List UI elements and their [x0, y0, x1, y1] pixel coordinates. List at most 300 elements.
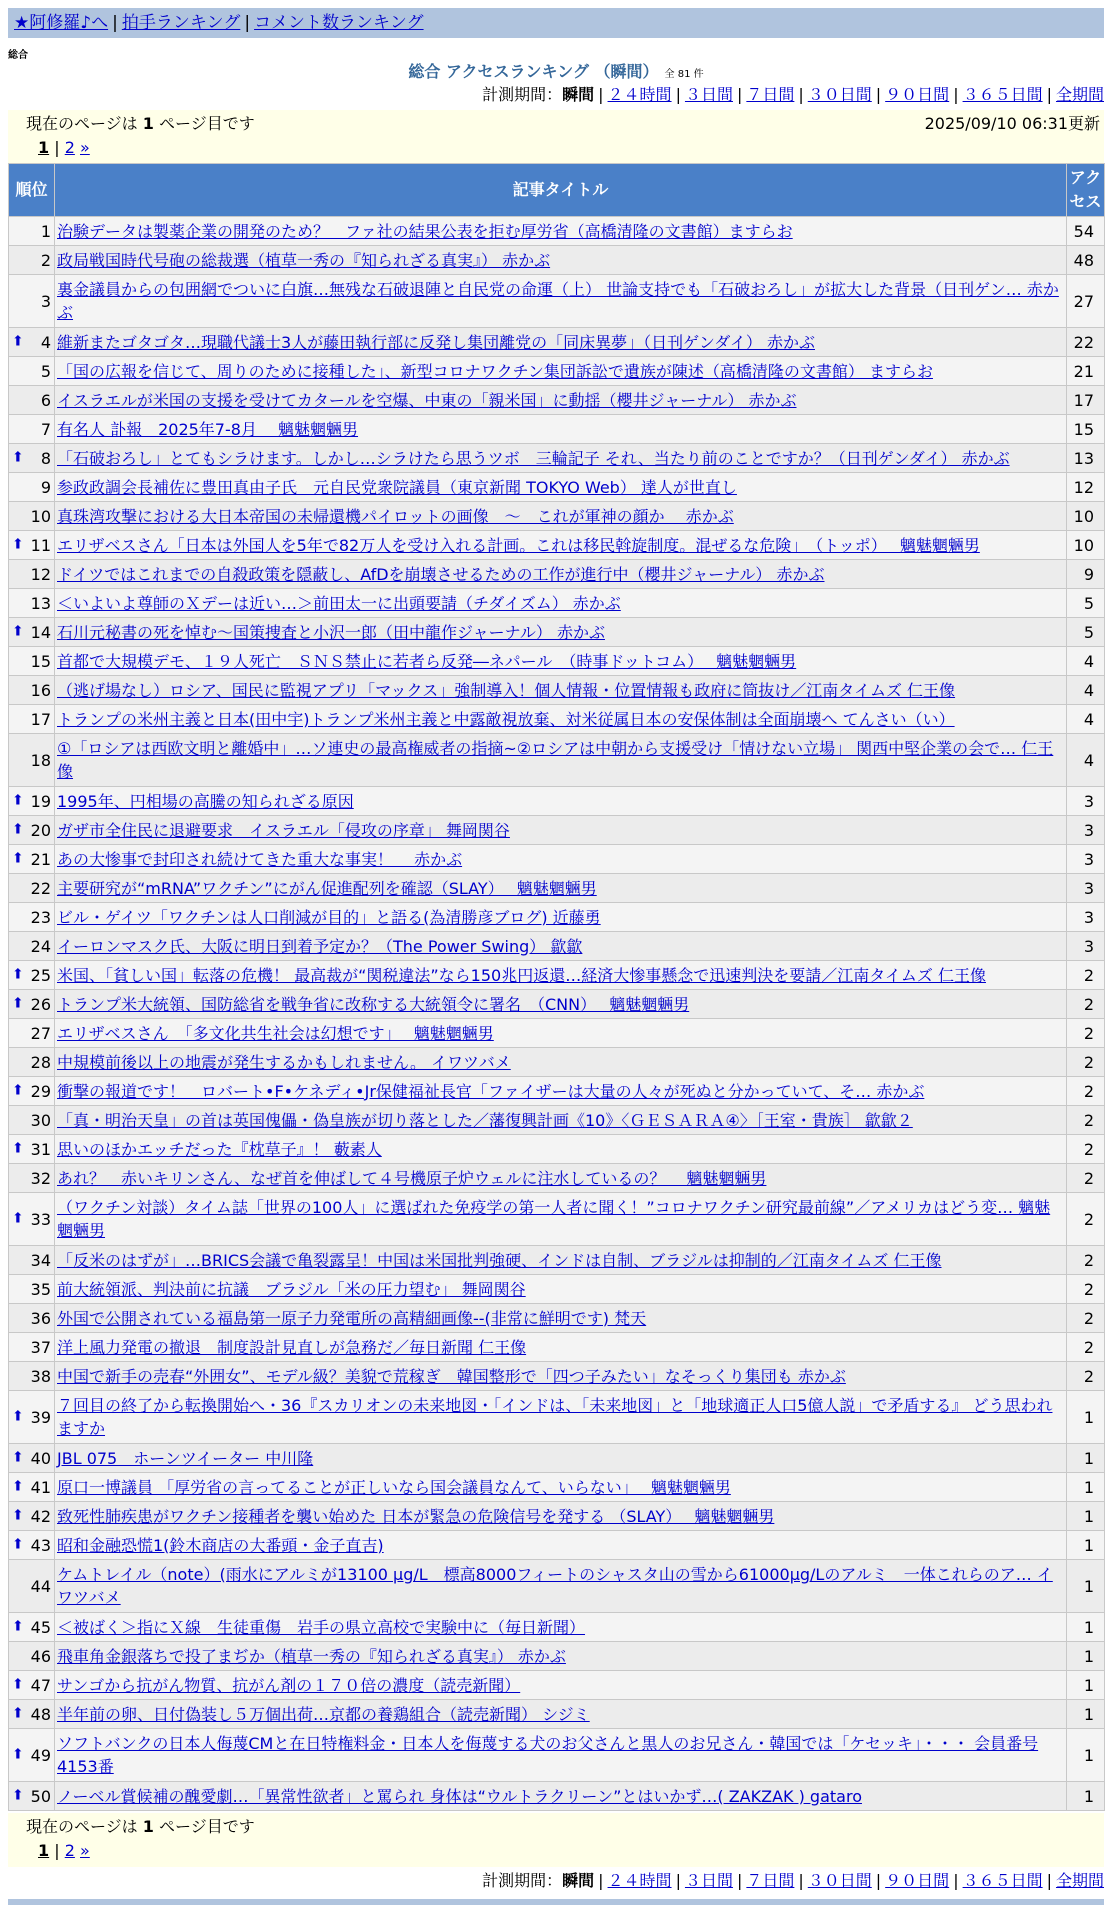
- rank-cell: [9, 1164, 55, 1193]
- rank-cell: [9, 1304, 55, 1333]
- rank-number: 44: [30, 1576, 51, 1596]
- rank-cell: [9, 1473, 55, 1502]
- title-cell: [55, 1613, 1067, 1642]
- period-link[interactable]: ３日間: [684, 85, 733, 104]
- period-link[interactable]: ３６５日間: [962, 1871, 1043, 1890]
- title-cell: [55, 845, 1067, 874]
- clap-ranking-link[interactable]: 拍手ランキング: [121, 13, 241, 33]
- title-cell: [55, 328, 1067, 357]
- rank-cell: [9, 990, 55, 1019]
- article-title-link[interactable]: 米国、「貧しい国」転落の危機！ 最高裁が“関税違法”なら150兆円返還…経済大惨事懸念で迅速判決を要請／江南タイムズ 仁王像: [57, 965, 986, 985]
- nav-separator: |: [244, 13, 251, 33]
- article-title-link[interactable]: ①「ロシアは西欧文明と離婚中」…ソ連史の最高権威者の指摘~②ロシアは中朝から支援受け「情けない立場」 関西中堅企業の会で… 仁王像: [57, 739, 1054, 781]
- rank-cell: [9, 386, 55, 415]
- article-title-link[interactable]: 致死性肺疾患がワクチン接種者を襲い始めた 日本が緊急の危険信号を発する （SLAY） 魑魅魍魎男: [57, 1506, 775, 1526]
- page-2-link[interactable]: 2: [64, 1841, 75, 1860]
- access-count: 1: [1067, 1700, 1105, 1729]
- title-cell: [55, 531, 1067, 560]
- article-title-link[interactable]: ＜被ばく＞指にＸ線 生徒重傷 岩手の県立高校で実験中に（毎日新聞）: [57, 1617, 586, 1637]
- access-count: 1: [1067, 1502, 1105, 1531]
- article-title-link[interactable]: JBL 075 ホーンツイーター 中川隆: [57, 1448, 314, 1468]
- article-title-link[interactable]: 昭和金融恐慌1(鈴木商店の大番頭・金子直吉): [57, 1535, 384, 1555]
- access-count: 2: [1067, 1048, 1105, 1077]
- title-cell: [55, 932, 1067, 961]
- table-row: [9, 874, 1105, 903]
- arrow-up-icon: ⬆: [12, 1507, 24, 1524]
- article-title-link[interactable]: 飛車角金銀落ちで投了まぢか（植草一秀の『知られざる真実』） 赤かぶ: [57, 1646, 566, 1666]
- article-title-link[interactable]: ビル・ゲイツ「ワクチンは人口削減が目的」と語る(為清勝彦ブログ) 近藤勇: [57, 907, 601, 927]
- col-header-rank: 順位: [9, 164, 55, 217]
- article-title-link[interactable]: イスラエルが米国の支援を受けてカタールを空爆、中東の「親米国」に動揺（櫻井ジャーナル） 赤かぶ: [57, 390, 797, 410]
- title-cell: [55, 961, 1067, 990]
- access-count: 2: [1067, 1275, 1105, 1304]
- access-count: 27: [1067, 275, 1105, 328]
- article-title-link[interactable]: 「石破おろし」とてもシラけます。しかし…シラけたら思うツボ 三輪記子 それ、当たり前のことですか？（日刊ゲンダイ） 赤かぶ: [57, 448, 1010, 468]
- article-title-link[interactable]: ノーベル賞候補の醜愛劇…「異常性欲者」と罵られ 身体は“ウルトラクリーン”とはいかず…( ZAKZAK ) gataro: [57, 1786, 862, 1806]
- access-count: 3: [1067, 787, 1105, 816]
- title-cell: [55, 560, 1067, 589]
- access-count: 54: [1067, 217, 1105, 246]
- article-title-link[interactable]: 外国で公開されている福島第一原子力発電所の高精細画像--(非常に鮮明です) 梵天: [57, 1308, 647, 1328]
- rank-cell: [9, 415, 55, 444]
- table-row: [9, 1560, 1105, 1613]
- table-row: [9, 705, 1105, 734]
- article-title-link[interactable]: 主要研究が“mRNA”ワクチン”にがん促進配列を確認（SLAY） 魑魅魍魎男: [57, 878, 597, 898]
- rank-cell: [9, 1642, 55, 1671]
- title-cell: [55, 502, 1067, 531]
- article-title-link[interactable]: （ワクチン対談）タイム誌「世界の100人」に選ばれた免疫学の第一人者に聞く！”コロナワクチン研究最前線”／アメリカはどう変… 魑魅魍魎男: [57, 1198, 1051, 1240]
- rank-number: 19: [30, 791, 51, 811]
- title-cell: [55, 734, 1067, 787]
- table-row: [9, 589, 1105, 618]
- rank-cell: [9, 845, 55, 874]
- rank-number: 27: [30, 1023, 51, 1043]
- rank-cell: [9, 1391, 55, 1444]
- period-separator: |: [736, 1871, 743, 1890]
- rank-number: 41: [30, 1477, 51, 1497]
- rank-cell: [9, 787, 55, 816]
- table-row: [9, 217, 1105, 246]
- table-row: [9, 1048, 1105, 1077]
- pager-top: [8, 110, 1104, 164]
- table-row: [9, 1164, 1105, 1193]
- rank-cell: [9, 1444, 55, 1473]
- rank-cell: [9, 1077, 55, 1106]
- period-separator: |: [875, 85, 882, 104]
- access-count: 2: [1067, 1106, 1105, 1135]
- article-title-link[interactable]: 政局戦国時代号砲の総裁選（植草一秀の『知られざる真実』） 赤かぶ: [57, 250, 551, 270]
- rank-number: 3: [40, 291, 51, 311]
- rank-cell: [9, 816, 55, 845]
- access-count: 1: [1067, 1782, 1105, 1811]
- article-title-link[interactable]: ソフトバンクの日本人侮蔑CMと在日特権料金・日本人を侮蔑する犬のお父さんと黒人のお兄さん・韓国では「ケセッキ」・・・ 会員番号4153番: [57, 1734, 1039, 1776]
- rank-number: 15: [30, 651, 51, 671]
- article-title-link[interactable]: 有名人 訃報 2025年7-8月 魑魅魍魎男: [57, 419, 359, 439]
- rank-number: 6: [40, 390, 51, 410]
- title-cell: [55, 1391, 1067, 1444]
- article-title-link[interactable]: 思いのほかエッチだった『枕草子』！ 藪素人: [57, 1139, 382, 1159]
- table-row: [9, 816, 1105, 845]
- rank-cell: [9, 357, 55, 386]
- table-row: [9, 1473, 1105, 1502]
- rank-cell: [9, 560, 55, 589]
- period-selector-bottom: [482, 1870, 1104, 1892]
- title-cell: [55, 1275, 1067, 1304]
- rank-cell: [9, 1135, 55, 1164]
- rank-cell: [9, 1560, 55, 1613]
- top-nav-bar: [8, 8, 1104, 38]
- table-row: [9, 932, 1105, 961]
- period-link[interactable]: ７日間: [746, 85, 795, 104]
- arrow-up-icon: ⬆: [12, 792, 24, 809]
- table-row: [9, 787, 1105, 816]
- rank-cell: [9, 1019, 55, 1048]
- article-title-link[interactable]: イーロンマスク氏、大阪に明日到着予定か？（The Power Swing） 歙歙: [57, 936, 583, 956]
- title-cell: [55, 647, 1067, 676]
- article-title-link[interactable]: ガザ市全住民に退避要求 イスラエル「侵攻の序章」 舞岡関谷: [57, 820, 510, 840]
- rank-number: 11: [30, 535, 51, 555]
- rank-cell: [9, 444, 55, 473]
- table-row: [9, 1613, 1105, 1642]
- period-link[interactable]: 全期間: [1055, 1871, 1104, 1890]
- access-count: 2: [1067, 1246, 1105, 1275]
- period-label: 計測期間：: [482, 1871, 563, 1890]
- pager-separator: |: [54, 1841, 60, 1860]
- rank-number: 50: [30, 1786, 51, 1806]
- article-title-link[interactable]: 中規模前後以上の地震が発生するかもしれません。 イワツバメ: [57, 1052, 511, 1072]
- pager-links: [26, 136, 1086, 160]
- section-label: 総合: [8, 50, 28, 61]
- table-row: [9, 1729, 1105, 1782]
- title-cell: [55, 473, 1067, 502]
- table-row: [9, 1193, 1105, 1246]
- article-title-link[interactable]: 維新またゴタゴタ…現職代議士3人が藤田執行部に反発し集団離党の「同床異夢」（日刊ゲンダイ） 赤かぶ: [57, 332, 815, 352]
- access-count: 48: [1067, 246, 1105, 275]
- table-row: [9, 1275, 1105, 1304]
- article-title-link[interactable]: 前大統領派、判決前に抗議 ブラジル「米の圧力望む」 舞岡関谷: [57, 1279, 526, 1299]
- title-cell: [55, 357, 1067, 386]
- arrow-up-icon: ⬆: [12, 995, 24, 1012]
- article-title-link[interactable]: ＜いよいよ尊師のＸデーは近い…＞前田太一に出頭要請（チダイズム） 赤かぶ: [57, 593, 621, 613]
- access-count: 1: [1067, 1729, 1105, 1782]
- access-count: 3: [1067, 845, 1105, 874]
- next-page-link[interactable]: »: [80, 1841, 90, 1860]
- page-title: 総合 アクセスランキング （瞬間）: [408, 62, 659, 81]
- rank-cell: [9, 1048, 55, 1077]
- pager-current-number: 1: [142, 114, 154, 133]
- period-separator: |: [736, 85, 743, 104]
- title-cell: [55, 444, 1067, 473]
- pager-status-suffix: ページ目です: [159, 1817, 255, 1836]
- rank-cell: [9, 589, 55, 618]
- title-cell: [55, 1473, 1067, 1502]
- access-count: 1: [1067, 1531, 1105, 1560]
- nav-separator: |: [112, 13, 118, 33]
- table-row: [9, 444, 1105, 473]
- period-separator: |: [1046, 1871, 1052, 1890]
- article-title-link[interactable]: （逃げ場なし）ロシア、国民に監視アプリ「マックス」強制導入！個人情報・位置情報も政府に筒抜け／江南タイムズ 仁王像: [57, 680, 956, 700]
- rank-cell: [9, 1362, 55, 1391]
- arrow-up-icon: ⬆: [12, 850, 24, 867]
- rank-number: 30: [30, 1110, 51, 1130]
- table-row: [9, 647, 1105, 676]
- article-title-link[interactable]: 1995年、円相場の高騰の知られざる原因: [57, 791, 354, 811]
- rank-cell: [9, 1700, 55, 1729]
- period-separator: |: [798, 85, 804, 104]
- article-title-link[interactable]: 石川元秘書の死を悼む～国策捜査と小沢一郎（田中龍作ジャーナル） 赤かぶ: [57, 622, 605, 642]
- rank-cell: [9, 705, 55, 734]
- page-2-link[interactable]: 2: [64, 138, 75, 157]
- rank-number: 47: [30, 1675, 51, 1695]
- rank-number: 20: [30, 820, 51, 840]
- pager-status-suffix: ページ目です: [159, 114, 255, 133]
- period-current: 瞬間: [562, 85, 595, 104]
- period-link[interactable]: ３０日間: [807, 85, 872, 104]
- access-count: 1: [1067, 1613, 1105, 1642]
- rank-number: 7: [40, 419, 51, 439]
- period-link[interactable]: ９０日間: [885, 85, 950, 104]
- title-cell: [55, 217, 1067, 246]
- rank-number: 37: [30, 1337, 51, 1357]
- period-separator: |: [875, 1871, 882, 1890]
- table-row: [9, 328, 1105, 357]
- period-link[interactable]: ７日間: [746, 1871, 795, 1890]
- access-count: 2: [1067, 1077, 1105, 1106]
- access-count: 4: [1067, 647, 1105, 676]
- ranking-table-body: [9, 217, 1105, 1811]
- period-selector: [482, 84, 1104, 106]
- title-cell: [55, 1135, 1067, 1164]
- table-row: [9, 961, 1105, 990]
- period-link[interactable]: ３日間: [684, 1871, 733, 1890]
- arrow-up-icon: ⬆: [12, 1449, 24, 1466]
- rank-number: 2: [40, 250, 51, 270]
- article-title-link[interactable]: 首都で大規模デモ、１９人死亡 ＳＮＳ禁止に若者ら反発―ネパール （時事ドットコム） 魑魅魍魎男: [57, 651, 797, 671]
- pager-links: [26, 1839, 1086, 1863]
- title-cell: [55, 618, 1067, 647]
- table-row: [9, 990, 1105, 1019]
- rank-number: 18: [30, 750, 51, 770]
- title-cell: [55, 1560, 1067, 1613]
- rank-number: 42: [30, 1506, 51, 1526]
- access-count: 10: [1067, 502, 1105, 531]
- title-cell: [55, 589, 1067, 618]
- article-title-link[interactable]: 真珠湾攻撃における大日本帝国の未帰還機パイロットの画像 ～ これが軍神の顔か 赤かぶ: [57, 506, 734, 526]
- rank-cell: [9, 217, 55, 246]
- rank-number: 45: [30, 1617, 51, 1637]
- home-link[interactable]: ★阿修羅♪へ: [14, 13, 109, 33]
- article-title-link[interactable]: 裏金議員からの包囲網でついに白旗…無残な石破退陣と自民党の命運（上） 世論支持でも「石破おろし」が拡大した背景（日刊ゲン… 赤かぶ: [57, 280, 1059, 322]
- title-cell: [55, 1246, 1067, 1275]
- arrow-up-icon: ⬆: [12, 536, 24, 553]
- rank-number: 21: [30, 849, 51, 869]
- updated-timestamp: 2025/09/10 06:31更新: [924, 114, 1100, 133]
- access-count: 2: [1067, 1304, 1105, 1333]
- access-count: 12: [1067, 473, 1105, 502]
- article-title-link[interactable]: 衝撃の報道です！ ロバート•F•ケネディ•Jr保健福祉長官「ファイザーは大量の人々が死ぬと分かっていて、そ… 赤かぶ: [57, 1081, 925, 1101]
- access-count: 2: [1067, 1164, 1105, 1193]
- rank-number: 26: [30, 994, 51, 1014]
- rank-number: 34: [30, 1250, 51, 1270]
- article-title-link[interactable]: あれ？ 赤いキリンさん、なぜ首を伸ばして４号機原子炉ウェルに注水しているの？ 魑魅魍魎男: [57, 1168, 767, 1188]
- article-title-link[interactable]: 原口一博議員 「厚労省の言ってることが正しいなら国会議員なんて、いらない」 魑魅魍魎男: [57, 1477, 731, 1497]
- access-count: 4: [1067, 676, 1105, 705]
- title-cell: [55, 1193, 1067, 1246]
- table-row: [9, 1391, 1105, 1444]
- article-title-link[interactable]: 「真・明治天皇」の首は英国傀儡・偽皇族が切り落とした／藩復興計画《10》〈ＧＥＳＡＲＡ④〉［王室・貴族］ 歙歙２: [57, 1110, 913, 1130]
- access-count: 2: [1067, 1019, 1105, 1048]
- period-link[interactable]: ２４時間: [607, 85, 672, 104]
- title-cell: [55, 787, 1067, 816]
- article-title-link[interactable]: 「国の広報を信じて、周りのために接種した」、新型コロナワクチン集団訴訟で遺族が陳述（高橋清隆の文書館） ますらお: [57, 361, 933, 381]
- article-title-link[interactable]: 中国で新手の売春“外囲女”、モデル級？美貌で荒稼ぎ 韓国整形で「四つ子みたい」なそっくり集団も 赤かぶ: [57, 1366, 846, 1386]
- rank-cell: [9, 1106, 55, 1135]
- article-title-link[interactable]: トランプ米大統領、国防総省を戦争省に改称する大統領令に署名 （CNN） 魑魅魍魎男: [57, 994, 690, 1014]
- table-row: [9, 1642, 1105, 1671]
- rank-number: 36: [30, 1308, 51, 1328]
- rank-cell: [9, 1246, 55, 1275]
- rank-number: 1: [40, 221, 51, 241]
- table-row: [9, 531, 1105, 560]
- title-cell: [55, 816, 1067, 845]
- access-count: 5: [1067, 589, 1105, 618]
- rank-cell: [9, 473, 55, 502]
- rank-number: 28: [30, 1052, 51, 1072]
- access-count: 3: [1067, 816, 1105, 845]
- article-title-link[interactable]: エリザベスさん 「多文化共生社会は幻想です」 魑魅魍魎男: [57, 1023, 494, 1043]
- rank-number: 32: [30, 1168, 51, 1188]
- page-1-current: 1: [38, 1841, 50, 1860]
- next-page-link[interactable]: »: [80, 138, 90, 157]
- article-title-link[interactable]: トランプの米州主義と日本(田中宇)トランプ米州主義と中露敵視放棄、対米従属日本の安保体制は全面崩壊へ てんさい（い）: [57, 709, 955, 729]
- article-title-link[interactable]: 参政政調会長補佐に豊田真由子氏 元自民党衆院議員（東京新聞 TOKYO Web） 達人が世直し: [57, 477, 737, 497]
- rank-number: 17: [30, 709, 51, 729]
- table-row: [9, 275, 1105, 328]
- access-count: 1: [1067, 1642, 1105, 1671]
- period-link[interactable]: ９０日間: [885, 1871, 950, 1890]
- article-title-link[interactable]: エリザベスさん「日本は外国人を5年で82万人を受け入れる計画。これは移民斡旋制度。混ぜるな危険」 （トッポ） 魑魅魍魎男: [57, 535, 980, 555]
- title-cell: [55, 676, 1067, 705]
- arrow-up-icon: ⬆: [12, 1140, 24, 1157]
- table-row: [9, 1304, 1105, 1333]
- access-count: 3: [1067, 903, 1105, 932]
- rank-number: 25: [30, 965, 51, 985]
- pager-current-number: 1: [142, 1817, 154, 1836]
- table-row: [9, 676, 1105, 705]
- rank-number: 43: [30, 1535, 51, 1555]
- access-count: 1: [1067, 1671, 1105, 1700]
- rank-number: 35: [30, 1279, 51, 1299]
- arrow-up-icon: ⬆: [12, 1676, 24, 1693]
- article-title-link[interactable]: 「反米のはずが」…BRICS会議で亀裂露呈！中国は米国批判強硬、インドは自制、ブラジルは抑制的／江南タイムズ 仁王像: [57, 1250, 942, 1270]
- rank-number: 38: [30, 1366, 51, 1386]
- table-row: [9, 1333, 1105, 1362]
- title-cell: [55, 415, 1067, 444]
- article-title-link[interactable]: ケムトレイル（note）(雨水にアルミが13100 µg/L 標高8000フィートのシャスタ山の雪から61000µg/Lのアルミ 一体これらのア… イワツバメ: [57, 1565, 1053, 1607]
- table-row: [9, 502, 1105, 531]
- col-header-access: アクセス: [1067, 164, 1105, 217]
- ranking-table: [8, 163, 1105, 1811]
- article-title-link[interactable]: サンゴから抗がん物質、抗がん剤の１７０倍の濃度（読売新聞）: [57, 1675, 521, 1695]
- rank-number: 48: [30, 1704, 51, 1724]
- access-count: 13: [1067, 444, 1105, 473]
- rank-cell: [9, 874, 55, 903]
- period-separator: |: [598, 85, 604, 104]
- article-title-link[interactable]: ７回目の終了から転換開始へ・36『スカリオンの未来地図・「インドは、「未来地図」と「地球適正人口5億人説」で矛盾する』 どう思われますか: [57, 1396, 1053, 1438]
- rank-number: 24: [30, 936, 51, 956]
- title-cell: [55, 1164, 1067, 1193]
- title-cell: [55, 903, 1067, 932]
- period-current: 瞬間: [562, 1871, 595, 1890]
- article-title-link[interactable]: ドイツではこれまでの自殺政策を隠蔽し、AfDを崩壊させるための工作が進行中（櫻井ジャーナル） 赤かぶ: [57, 564, 825, 584]
- period-separator: |: [953, 85, 959, 104]
- rank-number: 13: [30, 593, 51, 613]
- page-title-block: [0, 61, 1112, 86]
- rank-number: 9: [40, 477, 51, 497]
- table-row: [9, 357, 1105, 386]
- period-link[interactable]: ２４時間: [607, 1871, 672, 1890]
- title-cell: [55, 1106, 1067, 1135]
- rank-number: 4: [40, 332, 51, 352]
- title-cell: [55, 1019, 1067, 1048]
- rank-cell: [9, 1275, 55, 1304]
- table-row: [9, 1531, 1105, 1560]
- article-title-link[interactable]: あの大惨事で封印され続けてきた重大な事実！ 赤かぶ: [57, 849, 463, 869]
- title-cell: [55, 1729, 1067, 1782]
- access-count: 2: [1067, 1135, 1105, 1164]
- period-link[interactable]: ３６５日間: [962, 85, 1043, 104]
- article-title-link[interactable]: 治験データは製薬企業の開発のため？ ファ社の結果公表を拒む厚労省（高橋清隆の文書館）ますらお: [57, 221, 793, 241]
- article-title-link[interactable]: 半年前の卵、日付偽装し５万個出荷…京都の養鶏組合（読売新聞） シジミ: [57, 1704, 590, 1724]
- table-row: [9, 903, 1105, 932]
- arrow-up-icon: ⬆: [12, 966, 24, 983]
- table-row: [9, 1444, 1105, 1473]
- arrow-up-icon: ⬆: [12, 821, 24, 838]
- arrow-up-icon: ⬆: [12, 333, 24, 350]
- rank-cell: [9, 246, 55, 275]
- rank-cell: [9, 618, 55, 647]
- access-count: 2: [1067, 1362, 1105, 1391]
- table-row: [9, 246, 1105, 275]
- rank-number: 22: [30, 878, 51, 898]
- rank-number: 31: [30, 1139, 51, 1159]
- table-row: [9, 1246, 1105, 1275]
- rank-cell: [9, 903, 55, 932]
- access-count: 1: [1067, 1444, 1105, 1473]
- access-count: 2: [1067, 961, 1105, 990]
- pager-bottom: [8, 1813, 1104, 1867]
- table-row: [9, 473, 1105, 502]
- rank-cell: [9, 647, 55, 676]
- period-separator: |: [953, 1871, 959, 1890]
- table-row: [9, 734, 1105, 787]
- rank-number: 16: [30, 680, 51, 700]
- access-count: 5: [1067, 618, 1105, 647]
- rank-number: 12: [30, 564, 51, 584]
- period-link[interactable]: 全期間: [1055, 85, 1104, 104]
- period-separator: |: [1046, 85, 1052, 104]
- rank-number: 5: [40, 361, 51, 381]
- rank-cell: [9, 961, 55, 990]
- title-cell: [55, 1700, 1067, 1729]
- table-row: [9, 415, 1105, 444]
- rank-cell: [9, 676, 55, 705]
- access-count: 9: [1067, 560, 1105, 589]
- title-cell: [55, 1531, 1067, 1560]
- comment-ranking-link[interactable]: コメント数ランキング: [254, 13, 424, 33]
- article-title-link[interactable]: 洋上風力発電の撤退 制度設計見直しが急務だ／毎日新聞 仁王像: [57, 1337, 527, 1357]
- period-link[interactable]: ３０日間: [807, 1871, 872, 1890]
